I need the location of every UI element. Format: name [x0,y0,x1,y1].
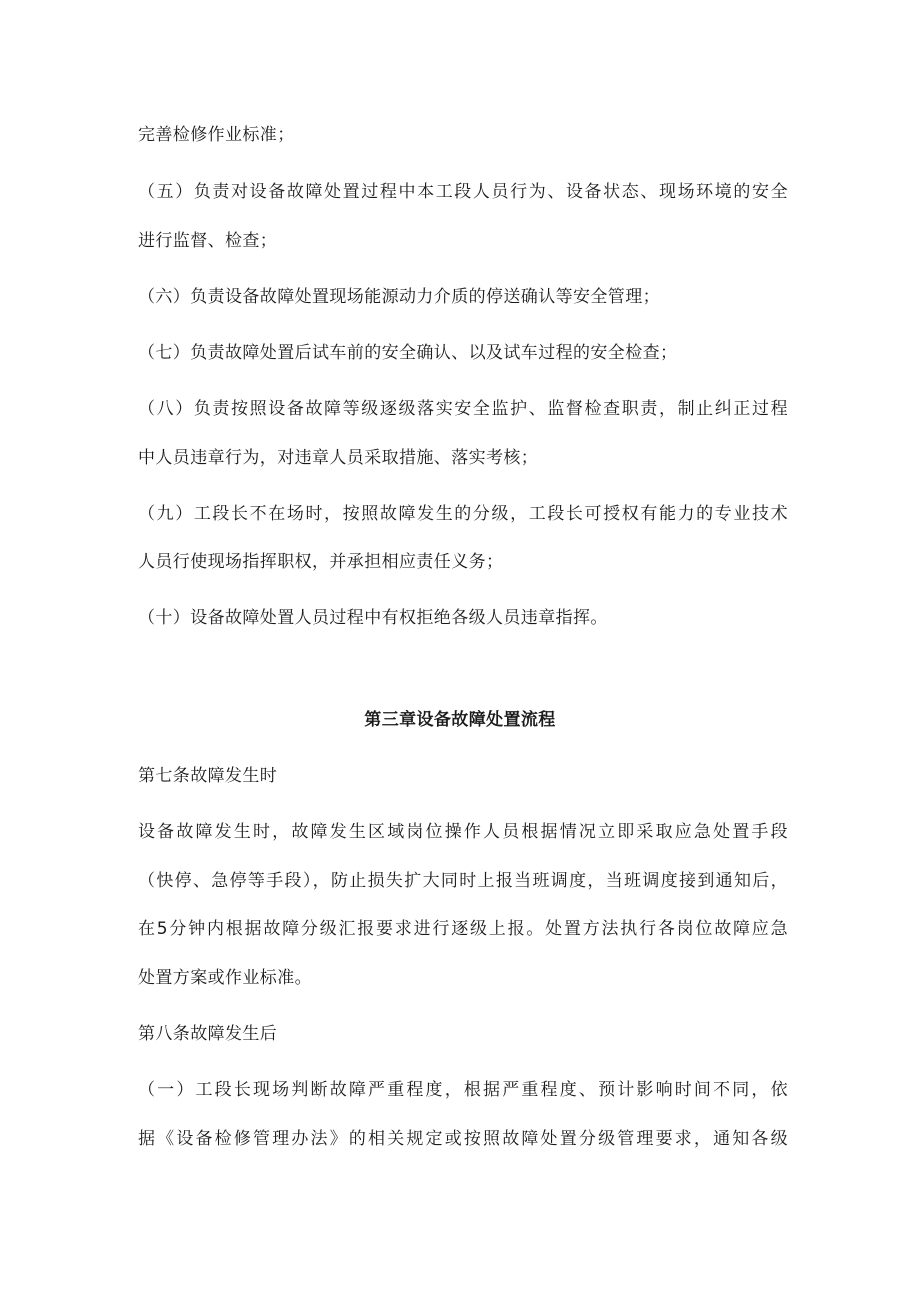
item-10: （十）设备故障处置人员过程中有权拒绝各级人员违章指挥。 [138,608,608,628]
article-7-line-4: 处置方案或作业标准。 [138,968,312,988]
item-7: （七）负责故障处置后试车前的安全确认、以及试车过程的安全检查； [138,343,678,363]
item-5-line-2: 进行监督、检查； [138,231,278,251]
article-7-line-1: 设备故障发生时，故障发生区域岗位操作人员根据情况立即采取应急处置手段 [138,822,788,842]
article-7-title: 第七条故障发生时 [138,766,278,786]
item-8-line-1: （八）负责按照设备故障等级逐级落实安全监护、监督检查职责，制止纠正过程 [138,399,788,419]
article-7-line-2: （快停、急停等手段），防止损失扩大同时上报当班调度，当班调度接到通知后， [138,871,788,891]
paragraph-line: 完善检修作业标准； [138,125,295,145]
article-8-line-1: （一）工段长现场判断故障严重程度，根据严重程度、预计影响时间不同，依 [138,1080,788,1100]
item-6: （六）负责设备故障处置现场能源动力介质的停送确认等安全管理； [138,287,660,307]
article-7-line-3: 在5分钟内根据故障分级汇报要求进行逐级上报。处置方法执行各岗位故障应急 [138,919,788,939]
item-9-line-1: （九）工段长不在场时，按照故障发生的分级，工段长可授权有能力的专业技术 [138,504,788,524]
item-5-line-1: （五）负责对设备故障处置过程中本工段人员行为、设备状态、现场环境的安全 [138,182,788,202]
article-8-line-2: 据《设备检修管理办法》的相关规定或按照故障处置分级管理要求，通知各级 [138,1129,788,1149]
item-9-line-2: 人员行使现场指挥职权，并承担相应责任义务； [138,552,504,572]
chapter-heading: 第三章设备故障处置流程 [364,710,556,730]
item-8-line-2: 中人员违章行为，对违章人员采取措施、落实考核； [138,448,539,468]
article-8-title: 第八条故障发生后 [138,1024,278,1044]
